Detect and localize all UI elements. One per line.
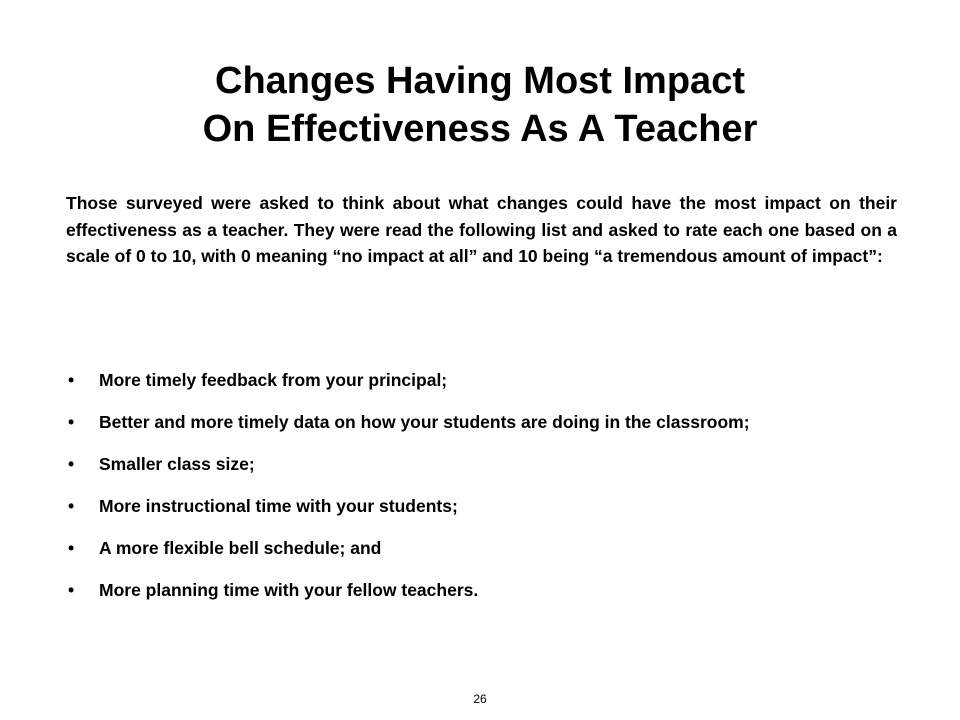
list-item-text: More timely feedback from your principal; (99, 370, 448, 390)
change-list (66, 367, 897, 619)
list-item-text: More planning time with your fellow teachers. (99, 580, 479, 600)
bullet-icon: • (68, 454, 75, 474)
list-item (66, 535, 897, 561)
slide-title (60, 57, 900, 153)
bullet-icon: • (68, 370, 75, 390)
slide-title-line-2: On Effectiveness As A Teacher (202, 108, 758, 150)
list-item-text: A more flexible bell schedule; and (99, 538, 382, 558)
list-item-text: More instructional time with your students; (99, 496, 458, 516)
list-item-text: Smaller class size; (99, 454, 255, 474)
intro-paragraph: Those surveyed were asked to think about what changes could have the most impact on their effectiveness as a teacher. They were read the following list and asked to rate each one based on a scale of 0 to 10, with 0 meaning “no impact at all” and 10 being “a tremendous amount of impact”: (66, 193, 897, 266)
bullet-icon: • (68, 580, 75, 600)
slide-title-line-1: Changes Having Most Impact (215, 60, 745, 102)
list-item (66, 577, 897, 603)
list-item (66, 493, 897, 519)
list-item (66, 409, 897, 435)
list-item (66, 451, 897, 477)
bullet-icon: • (68, 538, 75, 558)
page-number: 26 (473, 692, 487, 706)
list-item-text: Better and more timely data on how your students are doing in the classroom; (99, 412, 750, 432)
bullet-icon: • (68, 412, 75, 432)
bullet-icon: • (68, 496, 75, 516)
list-item (66, 367, 897, 393)
